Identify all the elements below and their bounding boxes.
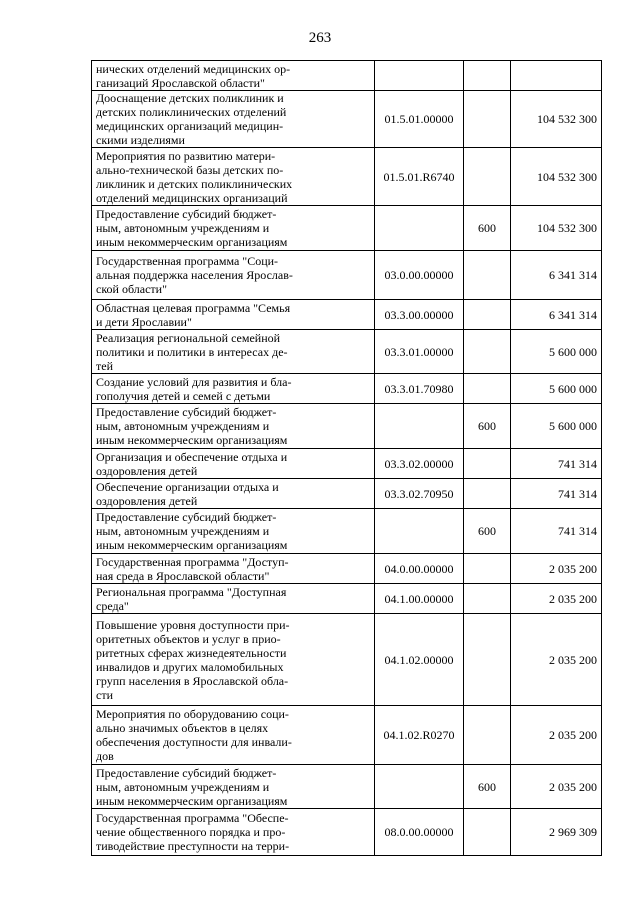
row-code-cell (375, 206, 464, 251)
row-name-text: Создание условий для развития и бла- гополучия детей и семей с детьми (96, 374, 292, 403)
row-amount-text: 741 314 (558, 456, 597, 471)
row-name-cell (92, 554, 375, 584)
row-name-cell (92, 765, 375, 809)
row-code-cell (375, 404, 464, 449)
row-amount-cell (511, 404, 602, 449)
table-row (92, 584, 602, 614)
table-row (92, 404, 602, 449)
row-code-text: 01.5.01.00000 (384, 112, 454, 126)
row-expense-type-cell (464, 91, 511, 148)
row-amount-text: 104 532 300 (537, 221, 597, 235)
row-name-cell (92, 509, 375, 554)
row-amount-cell (511, 251, 602, 300)
row-code-cell (375, 374, 464, 404)
row-code-text: 01.5.01.R6740 (383, 169, 455, 184)
row-name-text: Государственная программа "Обеспе- чение общественного порядка и про- тиводействие преступности на терри- (96, 811, 290, 853)
row-amount-text: 6 341 314 (549, 307, 597, 322)
row-expense-type-text: 600 (478, 779, 496, 794)
row-expense-type-cell (464, 148, 511, 206)
table-row (92, 148, 602, 206)
row-name-text: Областная целевая программа "Семья и дети Ярославии" (96, 300, 291, 329)
row-expense-type-cell (464, 614, 511, 706)
row-expense-type-cell (464, 300, 511, 330)
row-expense-type-cell (464, 374, 511, 404)
row-amount-text: 104 532 300 (537, 169, 597, 184)
row-code-cell (375, 479, 464, 509)
table-row (92, 706, 602, 765)
row-code-text: 04.1.00.00000 (384, 591, 454, 606)
row-code-text: 04.0.00.00000 (384, 561, 454, 576)
row-expense-type-text: 600 (478, 524, 496, 538)
row-code-cell (375, 449, 464, 479)
row-name-cell (92, 148, 375, 206)
row-name-cell (92, 330, 375, 374)
row-expense-type-cell (464, 584, 511, 614)
row-code-cell (375, 706, 464, 765)
row-code-cell (375, 251, 464, 300)
row-code-text: 03.3.01.00000 (384, 344, 454, 359)
budget-table-body (92, 61, 602, 856)
row-amount-text: 2 035 200 (549, 652, 597, 667)
row-code-cell (375, 61, 464, 91)
row-code-text: 03.3.00.00000 (384, 307, 454, 322)
row-name-cell (92, 584, 375, 614)
row-expense-type-cell (464, 404, 511, 449)
row-code-text: 03.0.00.00000 (384, 268, 454, 282)
table-row (92, 300, 602, 330)
row-amount-cell (511, 449, 602, 479)
row-name-text: Предоставление субсидий бюджет- ным, автономным учреждениям и иным некоммерческим организациям (96, 405, 288, 447)
row-name-text: Предоставление субсидий бюджет- ным, автономным учреждениям и иным некоммерческим организациям (96, 765, 288, 808)
table-row (92, 449, 602, 479)
row-amount-cell (511, 148, 602, 206)
row-amount-cell (511, 300, 602, 330)
row-name-cell (92, 614, 375, 706)
row-name-text: Обеспечение организации отдыха и оздоровления детей (96, 479, 279, 508)
row-amount-cell (511, 509, 602, 554)
row-amount-text: 2 969 309 (549, 825, 597, 839)
row-name-cell (92, 61, 375, 91)
row-code-cell (375, 554, 464, 584)
page-number: 263 (308, 30, 332, 46)
row-amount-cell (511, 614, 602, 706)
table-row (92, 206, 602, 251)
row-code-text: 04.1.02.R0270 (383, 728, 455, 742)
row-amount-cell (511, 91, 602, 148)
budget-table (91, 60, 602, 856)
row-code-cell (375, 509, 464, 554)
row-expense-type-cell (464, 554, 511, 584)
row-amount-cell (511, 706, 602, 765)
row-code-text: 03.3.01.70980 (384, 381, 454, 396)
row-name-cell (92, 479, 375, 509)
table-row (92, 554, 602, 584)
row-amount-cell (511, 206, 602, 251)
table-row (92, 509, 602, 554)
row-expense-type-text: 600 (478, 419, 496, 433)
row-code-cell (375, 614, 464, 706)
row-code-text: 04.1.02.00000 (384, 652, 454, 667)
table-row (92, 809, 602, 856)
row-name-text: Мероприятия по оборудованию соци- ально значимых объектов в целях обеспечения доступности для инвали- дов (96, 707, 292, 763)
row-name-text: Государственная программа "Соци- альная поддержка населения Ярослав- ской области" (96, 254, 293, 296)
row-name-cell (92, 706, 375, 765)
row-amount-cell (511, 330, 602, 374)
row-code-text: 08.0.00.00000 (384, 825, 454, 839)
row-amount-text: 2 035 200 (549, 779, 597, 794)
row-name-cell (92, 449, 375, 479)
row-expense-type-text: 600 (478, 221, 496, 235)
row-name-text: Организация и обеспечение отдыха и оздоровления детей (96, 449, 288, 478)
row-name-text: нических отделений медицинских ор- ганизаций Ярославской области" (96, 61, 291, 90)
row-name-cell (92, 300, 375, 330)
row-code-cell (375, 765, 464, 809)
row-amount-text: 5 600 000 (549, 344, 597, 359)
row-amount-text: 5 600 000 (549, 419, 597, 433)
row-amount-cell (511, 765, 602, 809)
row-code-cell (375, 584, 464, 614)
row-name-cell (92, 374, 375, 404)
row-code-text: 03.3.02.70950 (384, 486, 454, 501)
row-expense-type-cell (464, 330, 511, 374)
table-row (92, 614, 602, 706)
row-amount-text: 741 314 (558, 524, 597, 538)
row-expense-type-cell (464, 509, 511, 554)
row-amount-text: 2 035 200 (549, 591, 597, 606)
row-code-cell (375, 330, 464, 374)
row-amount-cell (511, 479, 602, 509)
row-code-cell (375, 300, 464, 330)
row-expense-type-cell (464, 706, 511, 765)
row-amount-cell (511, 61, 602, 91)
row-amount-cell (511, 809, 602, 856)
row-amount-text: 5 600 000 (549, 381, 597, 396)
row-amount-text: 2 035 200 (549, 561, 597, 576)
table-row (92, 91, 602, 148)
table-row (92, 479, 602, 509)
row-code-cell (375, 148, 464, 206)
row-expense-type-cell (464, 449, 511, 479)
row-expense-type-cell (464, 206, 511, 251)
table-row (92, 61, 602, 91)
row-expense-type-cell (464, 809, 511, 856)
row-name-text: Мероприятия по развитию матери- ально-технической базы детских по- ликлиник и детских поликлинических отделений медицинских организаций (96, 148, 293, 205)
table-row (92, 330, 602, 374)
row-amount-text: 104 532 300 (537, 112, 597, 126)
row-amount-cell (511, 584, 602, 614)
row-name-cell (92, 251, 375, 300)
row-name-text: Реализация региональной семейной политики и политики в интересах де- тей (96, 330, 288, 373)
row-amount-text: 741 314 (558, 486, 597, 501)
row-code-cell (375, 91, 464, 148)
table-row (92, 251, 602, 300)
row-name-cell (92, 206, 375, 251)
row-name-cell (92, 404, 375, 449)
row-amount-cell (511, 374, 602, 404)
row-expense-type-cell (464, 61, 511, 91)
row-code-text: 03.3.02.00000 (384, 456, 454, 471)
row-expense-type-cell (464, 765, 511, 809)
row-amount-text: 2 035 200 (549, 728, 597, 742)
row-name-text: Предоставление субсидий бюджет- ным, автономным учреждениям и иным некоммерческим организациям (96, 510, 288, 552)
row-expense-type-cell (464, 479, 511, 509)
row-name-text: Региональная программа "Доступная среда" (96, 584, 287, 613)
row-name-cell (92, 809, 375, 856)
row-expense-type-cell (464, 251, 511, 300)
table-row (92, 374, 602, 404)
row-amount-cell (511, 554, 602, 584)
table-row (92, 765, 602, 809)
row-amount-text: 6 341 314 (549, 268, 597, 282)
row-name-text: Государственная программа "Доступ- ная среда в Ярославской области" (96, 554, 289, 583)
row-name-text: Предоставление субсидий бюджет- ным, автономным учреждениям и иным некоммерческим организациям (96, 207, 288, 249)
row-name-text: Дооснащение детских поликлиник и детских поликлинических отделений медицинских организаций медицин- скими изделиями (96, 91, 287, 147)
row-name-cell (92, 91, 375, 148)
row-name-text: Повышение уровня доступности при- оритетных объектов и услуг в прио- ритетных сферах жизнедеятельности инвалидов и других маломобильных групп населения в Ярославской обла- сти (96, 617, 290, 702)
row-code-cell (375, 809, 464, 856)
